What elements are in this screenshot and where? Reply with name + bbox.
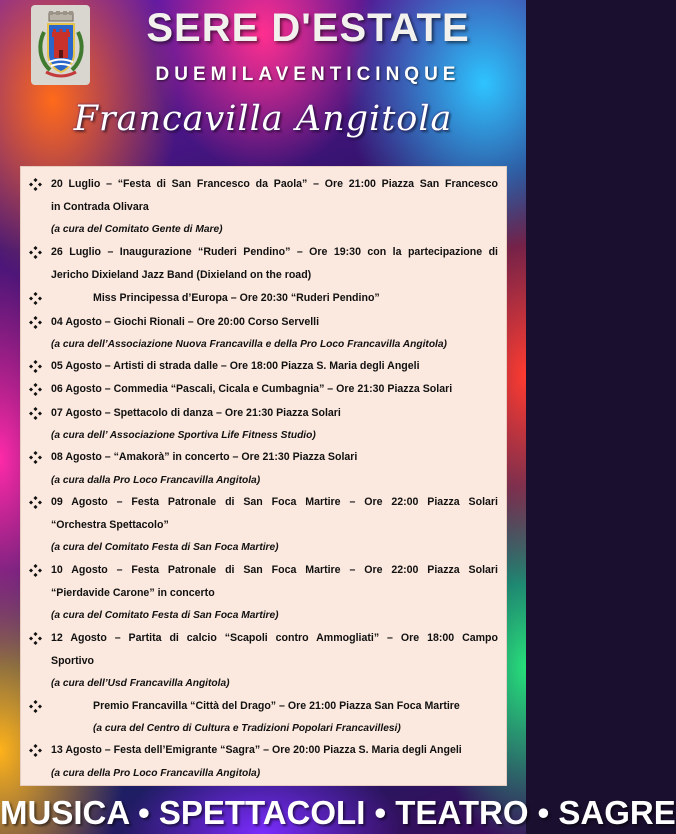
organizer-note: (a cura dalla Pro Loco Francavilla Angitola) <box>51 474 261 486</box>
event-line: 07 Agosto – Spettacolo di danza – Ore 21:30 Piazza Solari <box>51 406 341 419</box>
four-diamond-bullet-icon <box>29 383 42 396</box>
program-subitem <box>51 695 498 740</box>
program-item <box>51 173 498 241</box>
program-item <box>51 739 498 784</box>
four-diamond-bullet-icon <box>29 407 42 420</box>
program-item <box>51 627 498 695</box>
event-line: “Pierdavide Carone” in concerto <box>51 587 215 600</box>
organizer-note: (a cura del Comitato Festa di San Foca Martire) <box>51 542 279 554</box>
organizer-note: (a cura del Comitato Festa di San Foca Martire) <box>51 610 279 622</box>
event-line: 08 Agosto – “Amakorà” in concerto – Ore 21:30 Piazza Solari <box>51 451 358 464</box>
organizer-note: (a cura della Pro Loco Francavilla Angitola) <box>51 767 261 779</box>
program-item <box>51 378 498 401</box>
event-line: 13 Agosto – Festa dell’Emigrante “Sagra” – Ore 20:00 Piazza S. Maria degli Angeli <box>51 744 462 757</box>
four-diamond-bullet-icon <box>29 246 42 259</box>
organizer-note: (a cura del Centro di Cultura e Tradizioni Popolari Francavillesi) <box>93 722 401 734</box>
four-diamond-bullet-icon <box>29 744 42 757</box>
year-subtitle: DUEMILAVENTICINQUE <box>155 64 461 85</box>
program-panel <box>20 166 507 786</box>
event-line: in Contrada Olivara <box>51 201 149 214</box>
four-diamond-bullet-icon <box>29 292 42 305</box>
coat-of-arms-icon <box>31 5 90 85</box>
event-line: “Orchestra Spettacolo” <box>51 519 169 532</box>
program-item <box>51 355 498 378</box>
event-line: 05 Agosto – Artisti di strada dalle – Ore 18:00 Piazza S. Maria degli Angeli <box>51 360 420 373</box>
four-diamond-bullet-icon <box>29 564 42 577</box>
four-diamond-bullet-icon <box>29 632 42 645</box>
program-item <box>51 559 498 627</box>
event-line: 26 Luglio – Inaugurazione “Ruderi Pendino” – Ore 19:30 con la partecipazione di <box>51 245 498 258</box>
four-diamond-bullet-icon <box>29 451 42 464</box>
four-diamond-bullet-icon <box>29 360 42 373</box>
footer-banner: MUSICA • SPETTACOLI • TEATRO • SAGRE <box>0 794 676 831</box>
event-line: Premio Francavilla “Città del Drago” – Ore 21:00 Piazza San Foca Martire <box>93 699 460 712</box>
event-line: 04 Agosto – Giochi Rionali – Ore 20:00 Corso Servelli <box>51 315 320 328</box>
four-diamond-bullet-icon <box>29 496 42 509</box>
organizer-note: (a cura dell’ Associazione Sportiva Life Fitness Studio) <box>51 429 316 441</box>
event-line: Miss Principessa d’Europa – Ore 20:30 “Ruderi Pendino” <box>93 292 380 305</box>
event-line: 20 Luglio – “Festa di San Francesco da Paola” – Ore 21:00 Piazza San Francesco <box>51 178 498 190</box>
organizer-note: (a cura dell’Usd Francavilla Angitola) <box>51 678 230 690</box>
four-diamond-bullet-icon <box>29 700 42 713</box>
program-subitem <box>51 287 498 310</box>
event-line: 06 Agosto – Commedia “Pascali, Cicala e Cumbagnia” – Ore 21:30 Piazza Solari <box>51 383 453 396</box>
event-line: 10 Agosto – Festa Patronale di San Foca Martire – Ore 22:00 Piazza Solari <box>51 563 498 576</box>
program-item <box>51 491 498 559</box>
event-line: 09 Agosto – Festa Patronale di San Foca Martire – Ore 22:00 Piazza Solari <box>51 496 498 509</box>
four-diamond-bullet-icon <box>29 316 42 329</box>
organizer-note: (a cura dell’Associazione Nuova Francavilla e della Pro Loco Francavilla Angitola) <box>51 338 447 350</box>
event-series-title: SERE D'ESTATE <box>146 6 470 50</box>
event-line: Sportivo <box>51 655 94 668</box>
program-item <box>51 241 498 287</box>
four-diamond-bullet-icon <box>29 178 42 191</box>
program-item <box>51 402 498 447</box>
organizer-note: (a cura del Comitato Gente di Mare) <box>51 224 223 236</box>
program-item <box>51 311 498 356</box>
town-name: Francavilla Angitola <box>73 99 453 139</box>
event-line: Jericho Dixieland Jazz Band (Dixieland on the road) <box>51 269 312 282</box>
event-line: 12 Agosto – Partita di calcio “Scapoli contro Ammogliati” – Ore 18:00 Campo <box>51 631 498 644</box>
program-item <box>51 446 498 491</box>
